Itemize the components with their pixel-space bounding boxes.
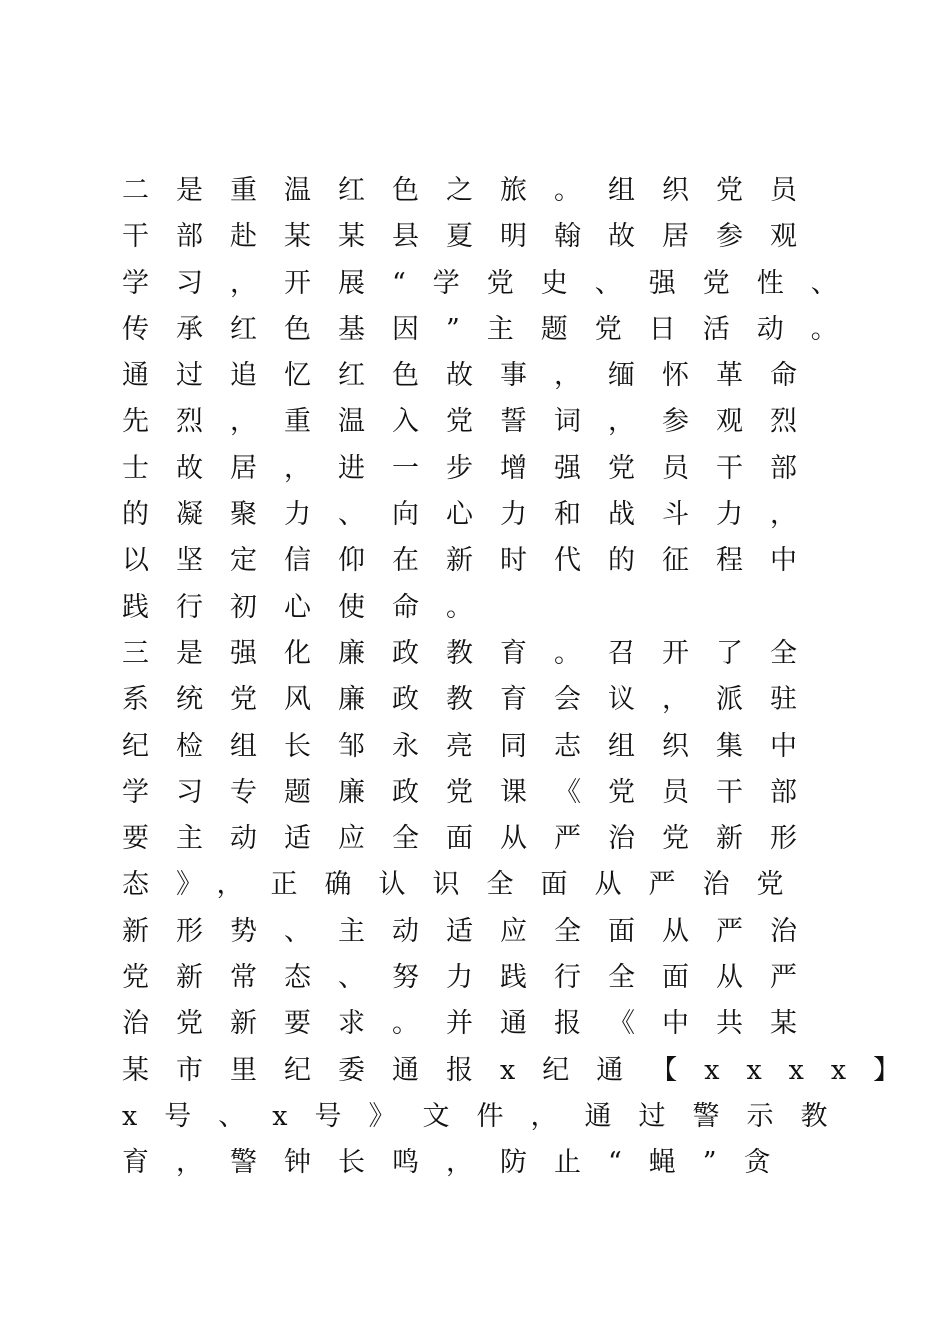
text-line-3: 学习，开展“学党史、强党性、 [122,267,865,299]
text-line-10: 践行初心使命。 [122,591,500,623]
text-line-18: 党新常态、努力践行全面从严 [122,962,824,994]
text-line-22: 育，警钟长鸣，防止“蝇”贪 [122,1147,798,1179]
text-line-19: 治党新要求。并通报《中共某 [122,1008,824,1040]
text-line-5: 通过追忆红色故事，缅怀革命 [122,360,824,392]
text-line-20: 某市里纪委通报x纪通【xxxx】 [122,1054,928,1086]
text-line-17: 新形势、主动适应全面从严治 [122,915,824,947]
text-line-7: 士故居，进一步增强党员干部 [122,452,824,484]
text-line-9: 以坚定信仰在新时代的征程中 [122,545,824,577]
text-line-13: 纪检组长邹永亮同志组织集中 [122,730,824,762]
text-line-6: 先烈，重温入党誓词，参观烈 [122,406,824,438]
text-line-15: 要主动适应全面从严治党新形 [122,823,824,855]
text-line-16: 态》，正确认识全面从严治党 [122,869,811,901]
text-line-14: 学习专题廉政党课《党员干部 [122,776,824,808]
body-text [122,168,928,1187]
text-line-1: 二是重温红色之旅。组织党员 [122,175,824,206]
text-line-11: 三是强化廉政教育。召开了全 [122,637,824,669]
text-line-2: 干部赴某某县夏明翰故居参观 [122,221,824,253]
text-line-21: x号、x号》文件，通过警示教 [122,1100,855,1132]
text-line-8: 的凝聚力、向心力和战斗力， [122,499,824,531]
text-line-12: 系统党风廉政教育会议，派驻 [122,684,824,716]
text-line-4: 传承红色基因”主题党日活动。 [122,313,865,345]
